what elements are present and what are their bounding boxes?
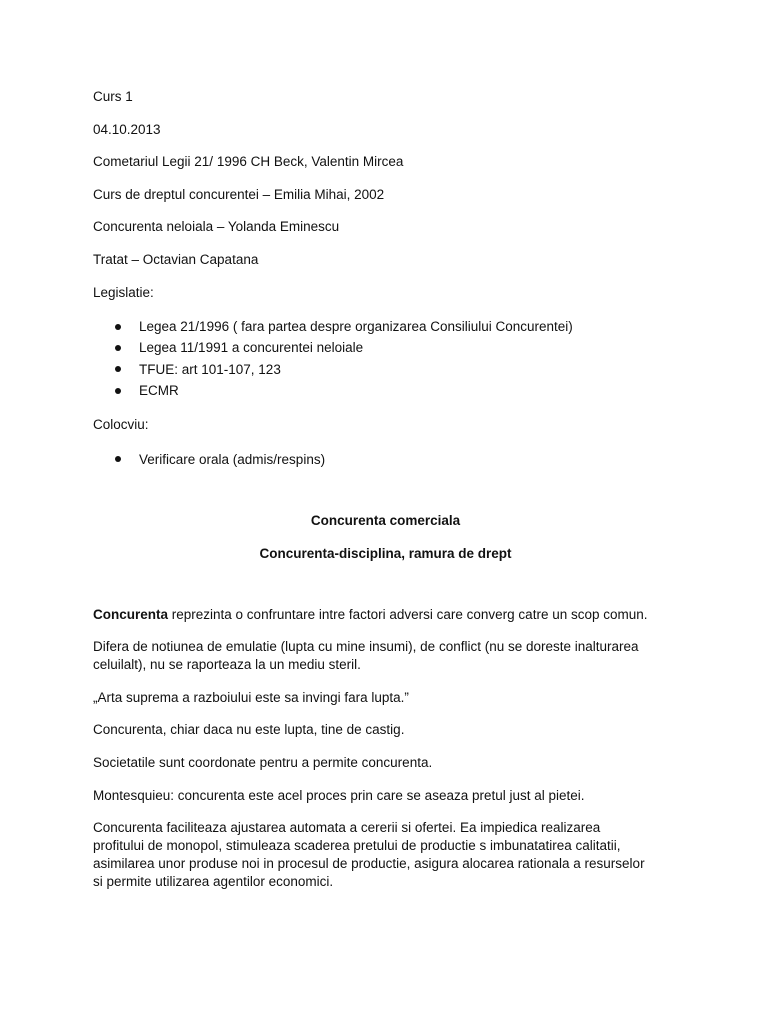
paragraph: Concurenta, chiar daca nu este lupta, tine de castig. xyxy=(93,722,405,738)
spacer xyxy=(93,484,693,512)
list-item-text: Verificare orala (admis/respins) xyxy=(139,451,326,467)
bullet-icon xyxy=(115,388,121,394)
legislation-list xyxy=(93,316,693,401)
paragraph: Montesquieu: concurenta este acel proces prin care se aseaza pretul just al pietei. xyxy=(93,787,585,803)
bibliography-item: Cometariul Legii 21/ 1996 CH Beck, Valentin Mircea xyxy=(93,154,404,170)
paragraph-text: reprezinta o confruntare intre factori adversi care converg catre un scop comun. xyxy=(168,606,648,622)
paragraph-difference xyxy=(93,638,693,674)
list-item-text: ECMR xyxy=(139,383,179,399)
paragraph-definition xyxy=(93,606,693,624)
bibliography-item: Concurenta neloiala – Yolanda Eminescu xyxy=(93,219,340,235)
exam-heading: Colocviu: xyxy=(93,416,149,432)
paragraph-line: Concurenta faciliteaza ajustarea automata a cererii si ofertei. Ea impiedica realizarea xyxy=(93,820,601,836)
list-item-text: TFUE: art 101-107, 123 xyxy=(139,361,281,377)
bibliography-item: Tratat – Octavian Capatana xyxy=(93,251,259,267)
list-item-text: Legea 11/1991 a concurentei neloiale xyxy=(139,340,364,356)
course-date: 04.10.2013 xyxy=(93,121,161,137)
bullet-icon xyxy=(115,366,121,372)
bullet-icon xyxy=(115,345,121,351)
paragraph-functions xyxy=(93,819,693,891)
term-bold: Concurenta xyxy=(93,606,169,622)
bullet-icon xyxy=(115,324,121,330)
document-content xyxy=(93,88,693,906)
paragraph-line: Difera de notiunea de emulatie (lupta cu mine insumi), de conflict (nu se doreste inalturarea xyxy=(93,639,639,655)
list-item xyxy=(93,337,693,358)
list-item xyxy=(93,359,693,380)
list-item xyxy=(93,380,693,401)
section-subtitle: Concurenta-disciplina, ramura de drept xyxy=(259,546,512,562)
paragraph-line: profitului de monopol, stimuleaza scaderea pretului de productie s imbunatatirea calitatii, xyxy=(93,838,621,854)
paragraph-line: asimilarea unor produse noi in procesul de productie, asigura alocarea rationala a resurselor xyxy=(93,856,645,872)
list-item xyxy=(93,449,693,470)
quote: „Arta suprema a razboiului este sa invingi fara lupta.” xyxy=(93,689,409,705)
list-item xyxy=(93,316,693,337)
paragraph-line: celuilalt), nu se raporteaza la un mediu steril. xyxy=(93,657,361,673)
list-item-text: Legea 21/1996 ( fara partea despre organizarea Consiliului Concurentei) xyxy=(139,319,573,335)
spacer xyxy=(93,578,693,606)
course-label: Curs 1 xyxy=(93,89,133,104)
section-title: Concurenta comerciala xyxy=(310,513,461,529)
bibliography-item: Curs de dreptul concurentei – Emilia Mihai, 2002 xyxy=(93,186,385,202)
bullet-icon xyxy=(115,456,121,462)
paragraph-line: si permite utilizarea agentilor economici. xyxy=(93,874,334,890)
exam-list xyxy=(93,449,693,470)
paragraph: Societatile sunt coordonate pentru a permite concurenta. xyxy=(93,754,433,770)
legislation-heading: Legislatie: xyxy=(93,284,154,300)
